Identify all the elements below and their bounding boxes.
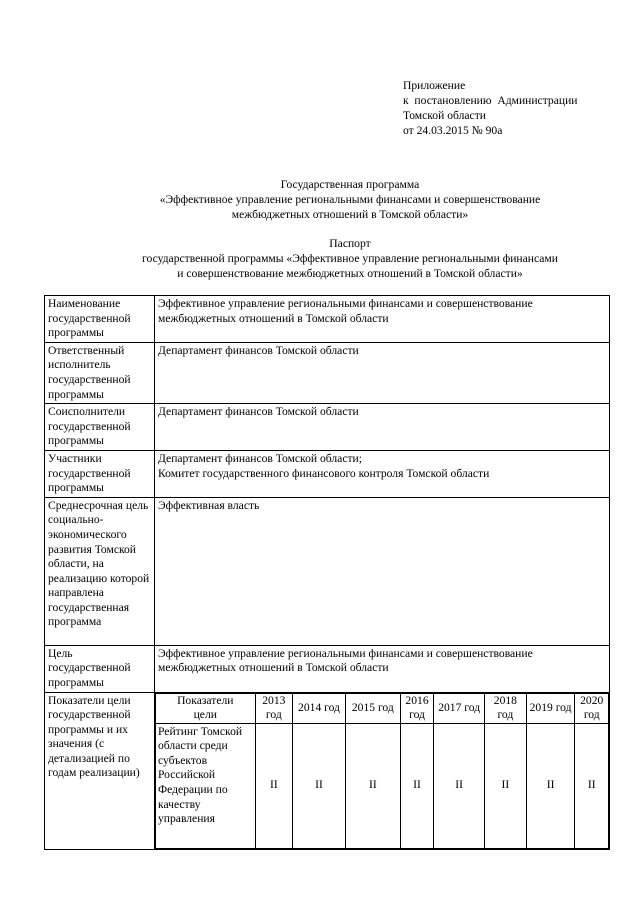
table-row bbox=[45, 692, 610, 849]
year-header: 2014 год bbox=[293, 693, 346, 723]
year-header: 2013 год bbox=[255, 693, 293, 723]
appendix-line: Приложение bbox=[403, 79, 466, 92]
year-header: 2019 год bbox=[526, 693, 575, 723]
row-label: Наименование государственной программы bbox=[45, 296, 155, 343]
passport-line: и совершенствование межбюджетных отношений в Томской области» bbox=[177, 267, 523, 280]
indicator-row bbox=[156, 723, 609, 848]
row-label: Участники государственной программы bbox=[45, 450, 155, 497]
row-value: Департамент финансов Томской области bbox=[155, 404, 610, 451]
participant: Департамент финансов Томской области; bbox=[158, 451, 362, 465]
indicator-value: II bbox=[400, 723, 434, 848]
indicator-value: II bbox=[526, 723, 575, 848]
indicator-value: II bbox=[575, 723, 609, 848]
row-value: Эффективное управление региональными финансами и совершенствование межбюджетных отношений в Томской области bbox=[155, 645, 610, 692]
row-value: Департамент финансов Томской области bbox=[155, 342, 610, 403]
indicators-cell bbox=[155, 692, 610, 849]
program-name-line: межбюджетных отношений в Томской области» bbox=[231, 208, 469, 221]
table-row bbox=[45, 497, 610, 645]
appendix-block bbox=[403, 78, 577, 138]
program-label: Государственная программа bbox=[280, 178, 420, 191]
table-row bbox=[45, 296, 610, 343]
table-row bbox=[45, 404, 610, 451]
year-header: 2016 год bbox=[400, 693, 434, 723]
row-label: Цель государственной программы bbox=[45, 645, 155, 692]
indicator-value: II bbox=[255, 723, 293, 848]
indicator-value: II bbox=[434, 723, 485, 848]
row-value: Эффективная власть bbox=[155, 497, 610, 645]
indicators-header: Показатели цели bbox=[156, 693, 256, 723]
passport-line: государственной программы «Эффективное управление региональными финансами bbox=[142, 252, 558, 265]
year-header: 2017 год bbox=[434, 693, 485, 723]
program-name-line: «Эффективное управление региональными финансами и совершенствование bbox=[159, 193, 541, 206]
passport-title bbox=[60, 236, 640, 281]
appendix-line: от 24.03.2015 № 90а bbox=[403, 124, 503, 137]
passport-table bbox=[44, 295, 610, 850]
indicator-value: II bbox=[345, 723, 400, 848]
table-row bbox=[45, 342, 610, 403]
year-header: 2018 год bbox=[485, 693, 527, 723]
program-title bbox=[60, 177, 640, 222]
passport-label: Паспорт bbox=[329, 237, 371, 250]
row-label: Среднесрочная цель социально-экономического развития Томской области, на реализацию которой направлена государственная программа bbox=[45, 497, 155, 645]
year-header: 2015 год bbox=[345, 693, 400, 723]
row-label: Соисполнители государственной программы bbox=[45, 404, 155, 451]
row-label: Показатели цели государственной программы и их значения (с детализацией по годам реализации) bbox=[45, 692, 155, 849]
row-value: Эффективное управление региональными финансами и совершенствование межбюджетных отношений в Томской области bbox=[155, 296, 610, 343]
indicator-value: II bbox=[293, 723, 346, 848]
indicators-table bbox=[155, 693, 609, 849]
indicators-header-row bbox=[156, 693, 609, 723]
year-header: 2020 год bbox=[575, 693, 609, 723]
indicator-name: Рейтинг Томской области среди субъектов Российской Федерации по качеству управления bbox=[156, 723, 256, 848]
participant: Комитет государственного финансового контроля Томской области bbox=[158, 466, 490, 480]
indicator-value: II bbox=[485, 723, 527, 848]
table-row bbox=[45, 450, 610, 497]
appendix-line: Томской области bbox=[403, 109, 486, 122]
appendix-line: к постановлению Администрации bbox=[403, 94, 578, 107]
row-value bbox=[155, 450, 610, 497]
table-row bbox=[45, 645, 610, 692]
row-label: Ответственный исполнитель государственной программы bbox=[45, 342, 155, 403]
